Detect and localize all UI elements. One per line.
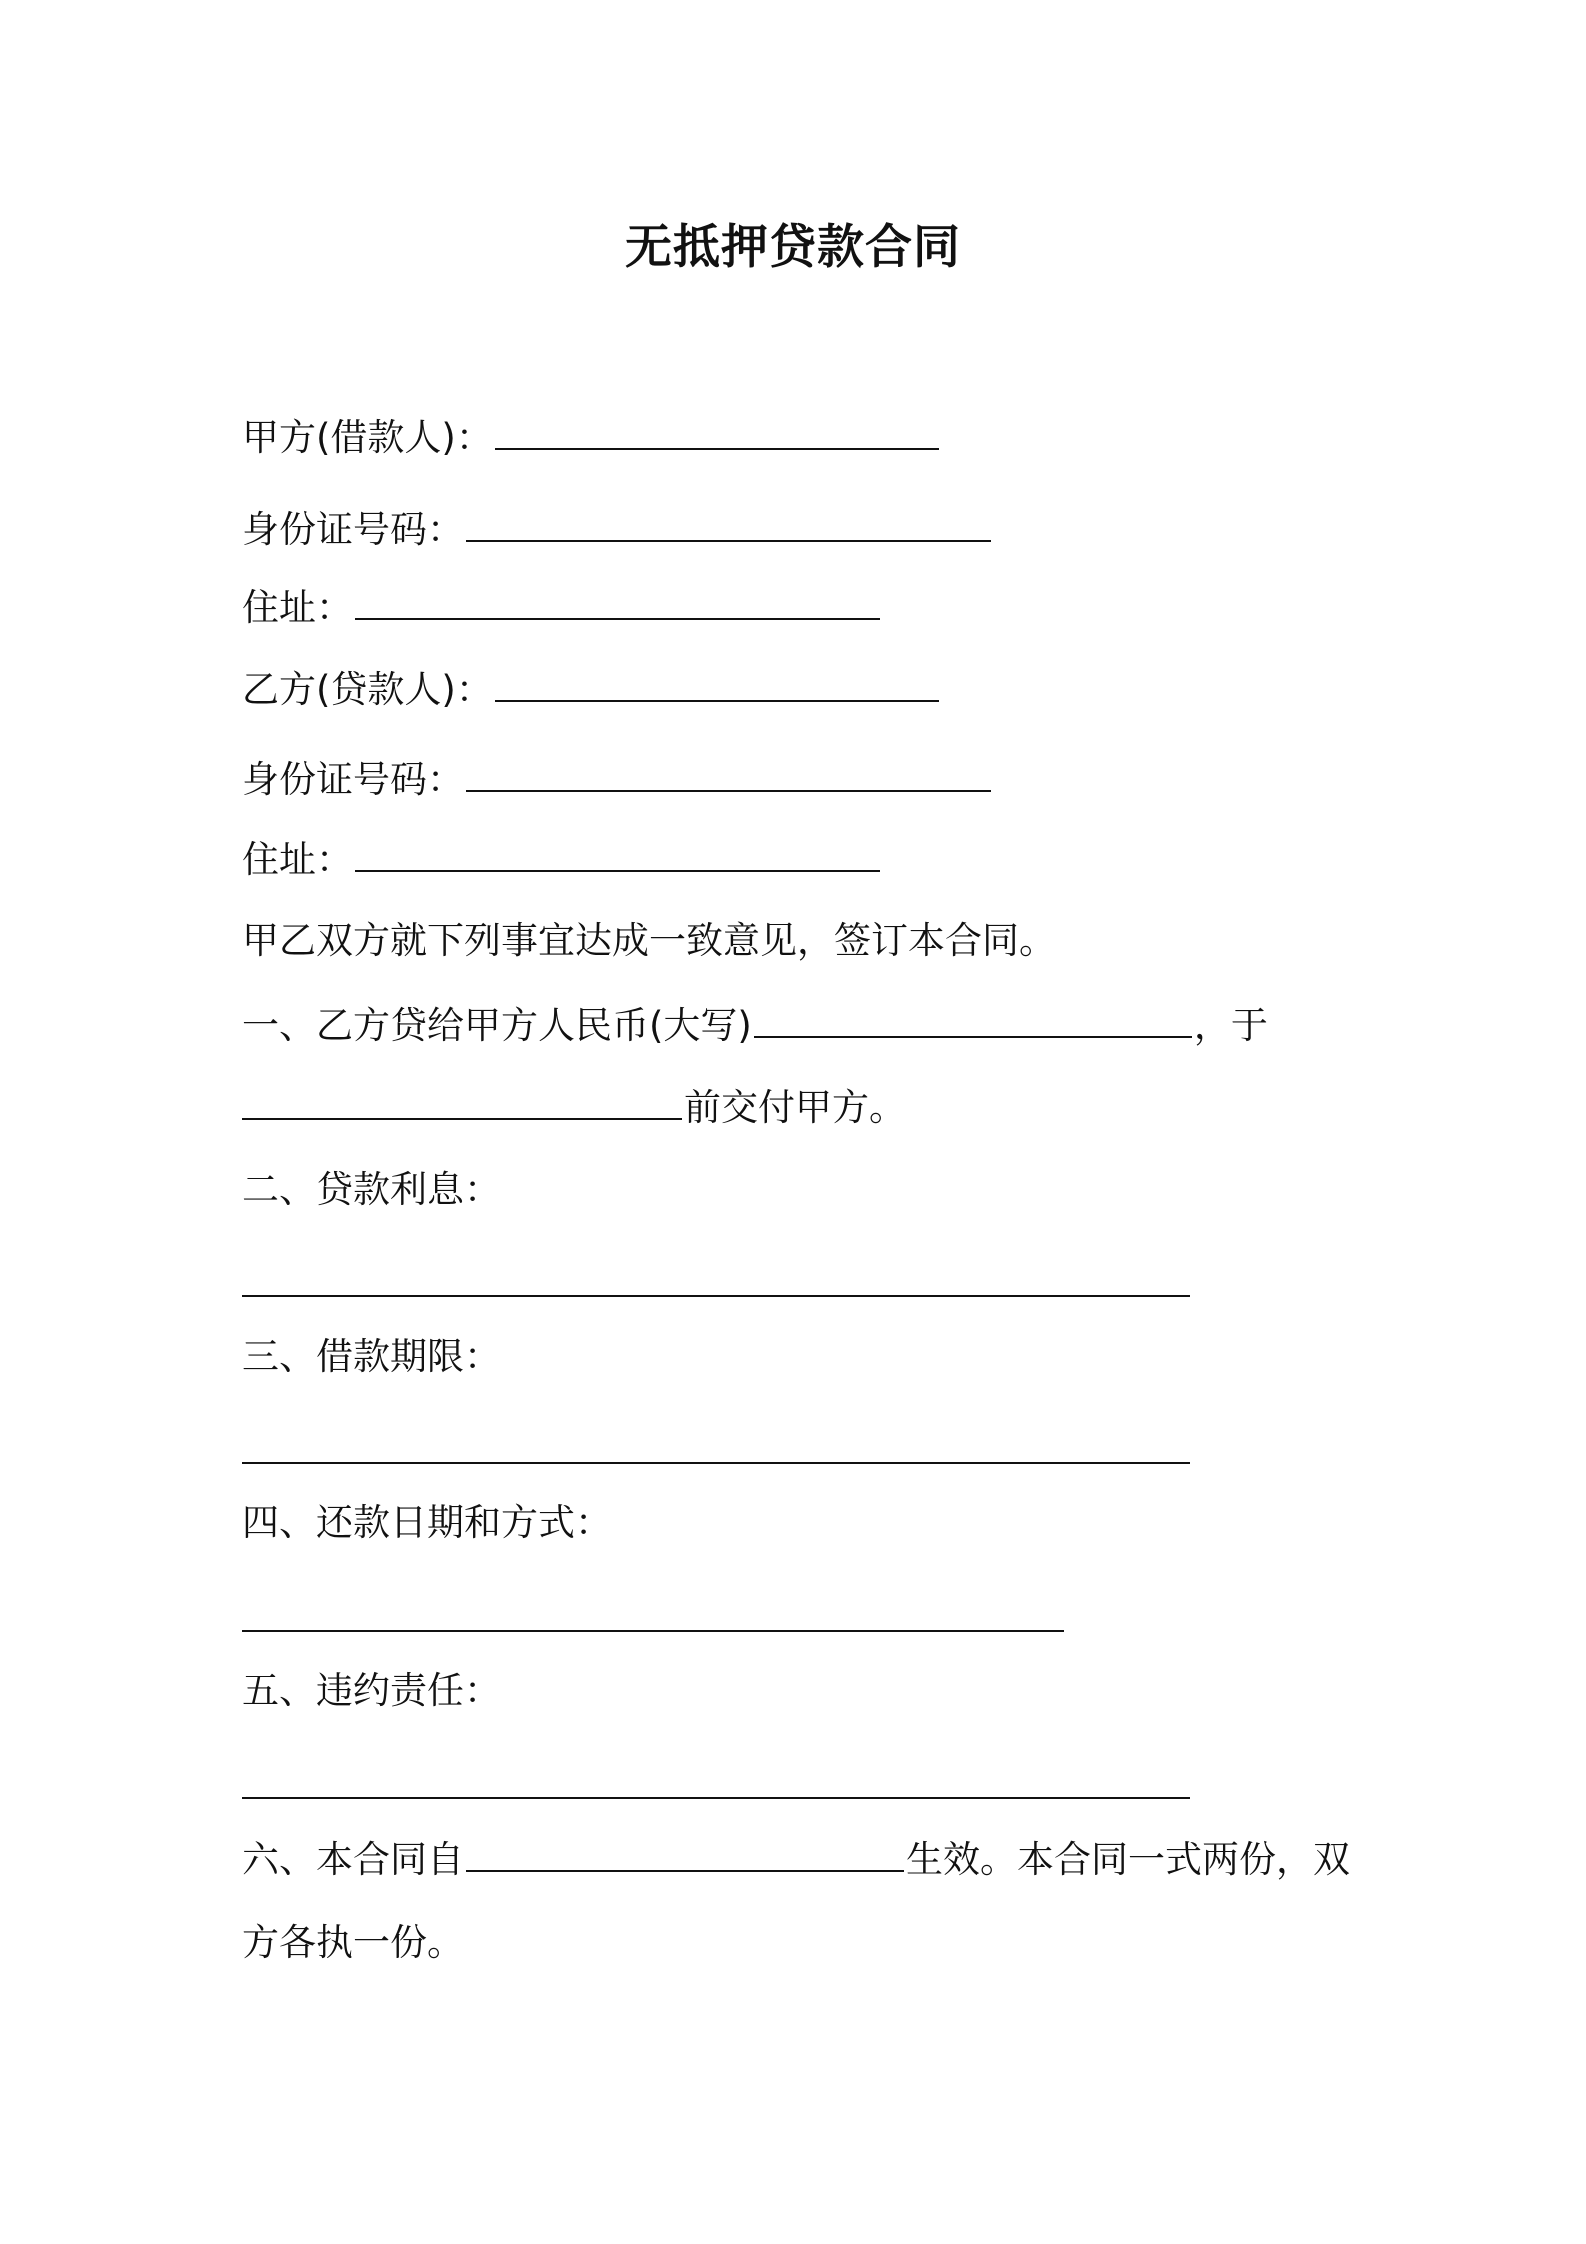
repayment-blank[interactable] bbox=[242, 1630, 1064, 1632]
party-a-address-label: 住址： bbox=[242, 586, 353, 629]
party-a-id-label: 身份证号码： bbox=[242, 508, 464, 551]
party-b-label: 乙方(贷款人)： bbox=[242, 668, 493, 711]
party-b-address-blank[interactable] bbox=[355, 834, 880, 872]
clause-2-heading: 二、贷款利息： bbox=[242, 1168, 501, 1211]
delivery-date-blank[interactable] bbox=[242, 1082, 682, 1120]
party-a-label: 甲方(借款人)： bbox=[242, 416, 493, 459]
clause-6-line-2: 方各执一份。 bbox=[242, 1921, 464, 1964]
clause-6-mid: 生效。本合同一式两份，双 bbox=[906, 1838, 1350, 1881]
interest-blank[interactable] bbox=[242, 1295, 1190, 1297]
preamble-text: 甲乙双方就下列事宜达成一致意见，签订本合同。 bbox=[242, 919, 1056, 962]
liability-blank[interactable] bbox=[242, 1797, 1190, 1799]
clause-4-heading: 四、还款日期和方式： bbox=[242, 1501, 612, 1544]
loan-amount-blank[interactable] bbox=[754, 1000, 1192, 1038]
clause-3-heading: 三、借款期限： bbox=[242, 1335, 501, 1378]
clause-1-suffix: 前交付甲方。 bbox=[684, 1086, 906, 1129]
clause-6-prefix: 六、本合同自 bbox=[242, 1838, 464, 1881]
clause-6-line-1 bbox=[242, 1834, 1350, 1885]
party-b-address-label: 住址： bbox=[242, 838, 353, 881]
party-b-id-line bbox=[242, 754, 993, 805]
clause-1-mid: ，于 bbox=[1193, 1004, 1268, 1047]
party-b-id-blank[interactable] bbox=[466, 754, 991, 792]
clause-1-prefix: 一、乙方贷给甲方人民币(大写) bbox=[242, 1004, 752, 1047]
party-a-id-line bbox=[242, 504, 993, 555]
clause-1-line-1 bbox=[242, 1000, 1268, 1051]
effective-date-blank[interactable] bbox=[466, 1834, 904, 1872]
party-b-id-label: 身份证号码： bbox=[242, 758, 464, 801]
party-b-line bbox=[242, 664, 941, 715]
loan-term-blank[interactable] bbox=[242, 1462, 1190, 1464]
document-title: 无抵押贷款合同 bbox=[625, 220, 961, 275]
clause-5-heading: 五、违约责任： bbox=[242, 1669, 501, 1712]
party-b-address-line bbox=[242, 834, 882, 885]
party-a-address-blank[interactable] bbox=[355, 582, 880, 620]
clause-1-line-2 bbox=[242, 1082, 906, 1133]
party-a-line bbox=[242, 412, 941, 463]
party-a-address-line bbox=[242, 582, 882, 633]
party-a-name-blank[interactable] bbox=[495, 412, 939, 450]
party-a-id-blank[interactable] bbox=[466, 504, 991, 542]
party-b-name-blank[interactable] bbox=[495, 664, 939, 702]
